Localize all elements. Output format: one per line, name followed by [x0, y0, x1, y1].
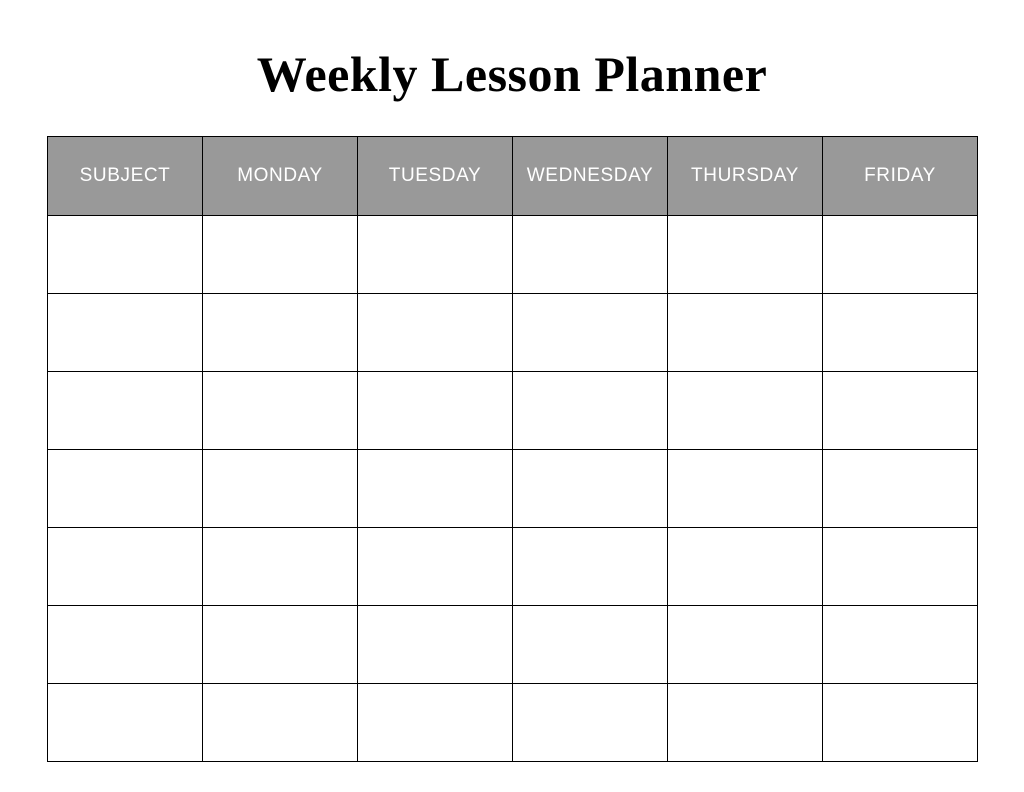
cell-text: [823, 450, 977, 476]
cell-text: [203, 450, 357, 476]
cell-tuesday[interactable]: [358, 684, 513, 762]
cell-wednesday[interactable]: [513, 450, 668, 528]
cell-text: [823, 372, 977, 398]
cell-text: [668, 294, 822, 320]
cell-text: [513, 294, 667, 320]
cell-thursday[interactable]: [668, 528, 823, 606]
cell-text: [513, 450, 667, 476]
cell-friday[interactable]: [823, 684, 978, 762]
column-header-friday: FRIDAY: [823, 137, 978, 216]
cell-wednesday[interactable]: [513, 606, 668, 684]
cell-monday[interactable]: [203, 528, 358, 606]
cell-thursday[interactable]: [668, 684, 823, 762]
cell-wednesday[interactable]: [513, 216, 668, 294]
page-title: Weekly Lesson Planner: [256, 46, 768, 102]
column-header-monday: MONDAY: [203, 137, 358, 216]
cell-text: [358, 450, 512, 476]
cell-text: [668, 606, 822, 632]
cell-text: [668, 450, 822, 476]
table-row: [48, 372, 978, 450]
cell-subject[interactable]: [48, 216, 203, 294]
cell-tuesday[interactable]: [358, 216, 513, 294]
column-header-wednesday: WEDNESDAY: [513, 137, 668, 216]
cell-subject[interactable]: [48, 606, 203, 684]
cell-monday[interactable]: [203, 450, 358, 528]
cell-tuesday[interactable]: [358, 372, 513, 450]
cell-text: [358, 606, 512, 632]
table-row: [48, 450, 978, 528]
cell-text: [48, 372, 202, 398]
cell-text: [48, 294, 202, 320]
table-row: [48, 606, 978, 684]
column-header-tuesday: TUESDAY: [358, 137, 513, 216]
cell-text: [513, 528, 667, 554]
table-header: [48, 137, 978, 216]
cell-tuesday[interactable]: [358, 528, 513, 606]
cell-thursday[interactable]: [668, 606, 823, 684]
cell-tuesday[interactable]: [358, 606, 513, 684]
cell-text: [48, 528, 202, 554]
cell-subject[interactable]: [48, 528, 203, 606]
cell-friday[interactable]: [823, 528, 978, 606]
table-body: [48, 216, 978, 762]
cell-text: [513, 372, 667, 398]
cell-tuesday[interactable]: [358, 294, 513, 372]
cell-monday[interactable]: [203, 216, 358, 294]
cell-thursday[interactable]: [668, 450, 823, 528]
cell-text: [203, 684, 357, 710]
cell-text: [203, 216, 357, 242]
cell-tuesday[interactable]: [358, 450, 513, 528]
cell-text: [358, 528, 512, 554]
table-row: [48, 528, 978, 606]
cell-thursday[interactable]: [668, 294, 823, 372]
cell-wednesday[interactable]: [513, 372, 668, 450]
cell-text: [358, 372, 512, 398]
cell-text: [513, 216, 667, 242]
cell-text: [513, 684, 667, 710]
cell-text: [48, 606, 202, 632]
cell-text: [668, 216, 822, 242]
cell-text: [823, 216, 977, 242]
cell-subject[interactable]: [48, 372, 203, 450]
header-row: [48, 137, 978, 216]
column-header-subject: SUBJECT: [48, 137, 203, 216]
cell-text: [48, 450, 202, 476]
cell-text: [203, 606, 357, 632]
cell-monday[interactable]: [203, 372, 358, 450]
cell-text: [203, 372, 357, 398]
cell-wednesday[interactable]: [513, 528, 668, 606]
cell-text: [48, 684, 202, 710]
cell-text: [823, 606, 977, 632]
cell-monday[interactable]: [203, 294, 358, 372]
cell-friday[interactable]: [823, 450, 978, 528]
cell-text: [513, 606, 667, 632]
cell-subject[interactable]: [48, 294, 203, 372]
cell-monday[interactable]: [203, 606, 358, 684]
cell-text: [668, 528, 822, 554]
table-row: [48, 294, 978, 372]
cell-subject[interactable]: [48, 450, 203, 528]
cell-text: [668, 372, 822, 398]
cell-wednesday[interactable]: [513, 294, 668, 372]
cell-text: [358, 684, 512, 710]
cell-text: [358, 294, 512, 320]
cell-text: [823, 294, 977, 320]
cell-text: [203, 528, 357, 554]
cell-wednesday[interactable]: [513, 684, 668, 762]
cell-text: [668, 684, 822, 710]
weekly-planner-table: [47, 136, 978, 762]
cell-friday[interactable]: [823, 294, 978, 372]
cell-text: [48, 216, 202, 242]
column-header-thursday: THURSDAY: [668, 137, 823, 216]
cell-text: [358, 216, 512, 242]
cell-friday[interactable]: [823, 216, 978, 294]
cell-thursday[interactable]: [668, 372, 823, 450]
cell-friday[interactable]: [823, 372, 978, 450]
cell-subject[interactable]: [48, 684, 203, 762]
cell-text: [203, 294, 357, 320]
cell-text: [823, 684, 977, 710]
table-row: [48, 216, 978, 294]
cell-text: [823, 528, 977, 554]
cell-thursday[interactable]: [668, 216, 823, 294]
table-row: [48, 684, 978, 762]
cell-monday[interactable]: [203, 684, 358, 762]
cell-friday[interactable]: [823, 606, 978, 684]
